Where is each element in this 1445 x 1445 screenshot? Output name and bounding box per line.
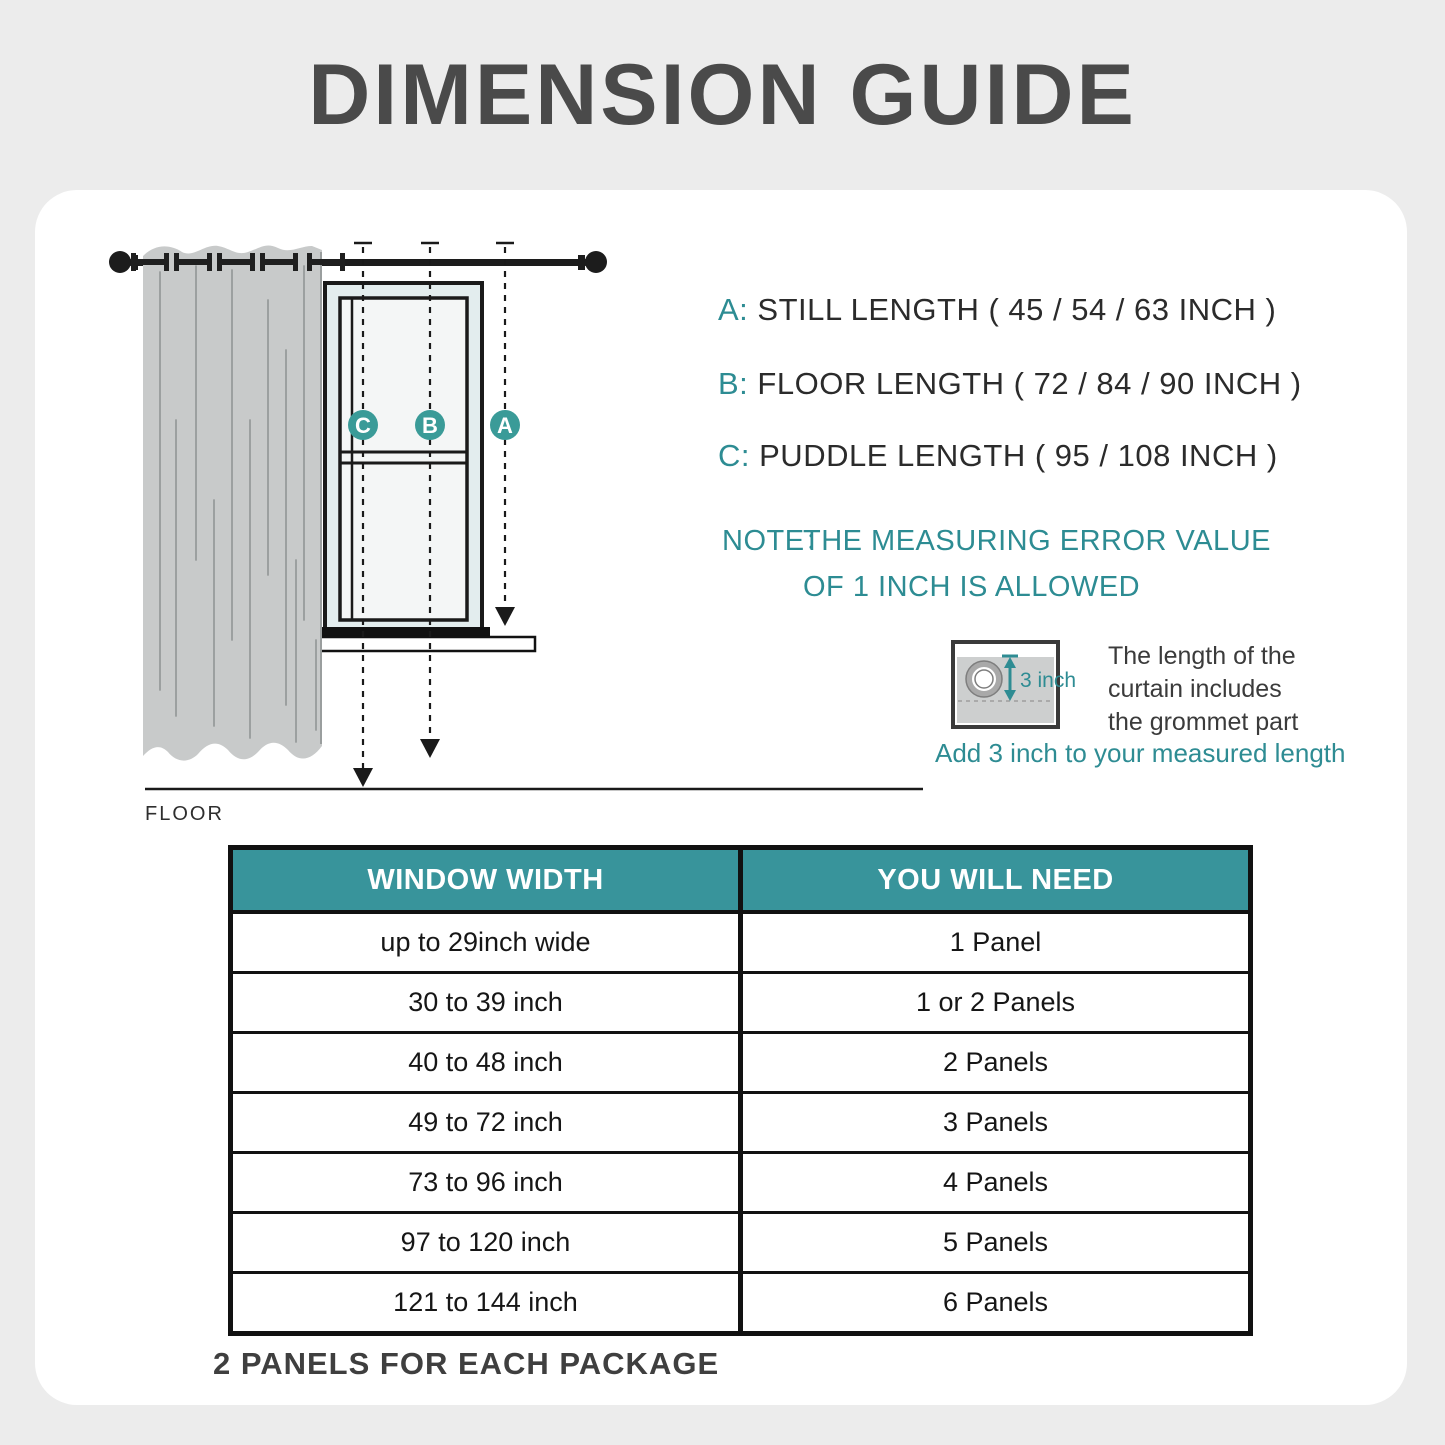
marker-a-label: A (497, 413, 513, 438)
table-row (231, 912, 1251, 973)
col-header-you-will-need: YOU WILL NEED (741, 848, 1251, 913)
cell-need-5: 5 Panels (741, 1213, 1251, 1273)
three-inch-label: 3 inch (1020, 669, 1077, 692)
spec-puddle-length (718, 438, 1278, 474)
spec-still-length (718, 292, 1276, 328)
add-three-inch-tip: Add 3 inch to your measured length (935, 738, 1346, 768)
marker-b-label: B (422, 413, 438, 438)
table-header-row (231, 848, 1251, 913)
measuring-note (722, 518, 1342, 610)
cell-need-2: 2 Panels (741, 1033, 1251, 1093)
grommet-caption-line3: the grommet part (1108, 708, 1299, 736)
grommet-hole-icon (966, 661, 1002, 697)
cell-need-3: 3 Panels (741, 1093, 1251, 1153)
floor-label: FLOOR (145, 803, 224, 825)
cell-width-1: 30 to 39 inch (231, 973, 741, 1033)
window-icon (320, 283, 535, 651)
cell-need-6: 6 Panels (741, 1273, 1251, 1334)
table-row (231, 1213, 1251, 1273)
cell-need-4: 4 Panels (741, 1153, 1251, 1213)
cell-need-0: 1 Panel (741, 912, 1251, 973)
spec-floor-length (718, 366, 1302, 402)
table-row (231, 1273, 1251, 1334)
grommet-inset-diagram (945, 633, 1110, 735)
spec-a-prefix: A: (718, 292, 749, 327)
table-row (231, 1093, 1251, 1153)
spec-a-text: STILL LENGTH ( 45 / 54 / 63 INCH ) (757, 292, 1277, 327)
note-label: NOTE： (722, 525, 835, 557)
grommet-caption (1108, 640, 1298, 739)
table-row (231, 1033, 1251, 1093)
grommet-caption-line2: curtain includes (1108, 675, 1282, 703)
spec-b-prefix: B: (718, 366, 749, 401)
spec-c-text: PUDDLE LENGTH ( 95 / 108 INCH ) (759, 438, 1278, 473)
cell-width-5: 97 to 120 inch (231, 1213, 741, 1273)
cell-width-3: 49 to 72 inch (231, 1093, 741, 1153)
spec-c-prefix: C: (718, 438, 750, 473)
marker-c-label: C (355, 413, 371, 438)
cell-need-1: 1 or 2 Panels (741, 973, 1251, 1033)
cell-width-2: 40 to 48 inch (231, 1033, 741, 1093)
cell-width-6: 121 to 144 inch (231, 1273, 741, 1334)
page-title: DIMENSION GUIDE (308, 47, 1137, 143)
note-line1: THE MEASURING ERROR VALUE (803, 525, 1271, 557)
package-note: 2 PANELS FOR EACH PACKAGE (213, 1346, 720, 1381)
table-row (231, 973, 1251, 1033)
panel-count-table (228, 845, 1253, 1336)
col-header-window-width: WINDOW WIDTH (231, 848, 741, 913)
table-row (231, 1153, 1251, 1213)
cell-width-4: 73 to 96 inch (231, 1153, 741, 1213)
grommet-caption-line1: The length of the (1108, 642, 1296, 670)
note-line2: OF 1 INCH IS ALLOWED (803, 571, 1141, 603)
curtain-panel-icon (143, 245, 322, 760)
cell-width-0: up to 29inch wide (231, 912, 741, 973)
spec-b-text: FLOOR LENGTH ( 72 / 84 / 90 INCH ) (757, 366, 1302, 401)
